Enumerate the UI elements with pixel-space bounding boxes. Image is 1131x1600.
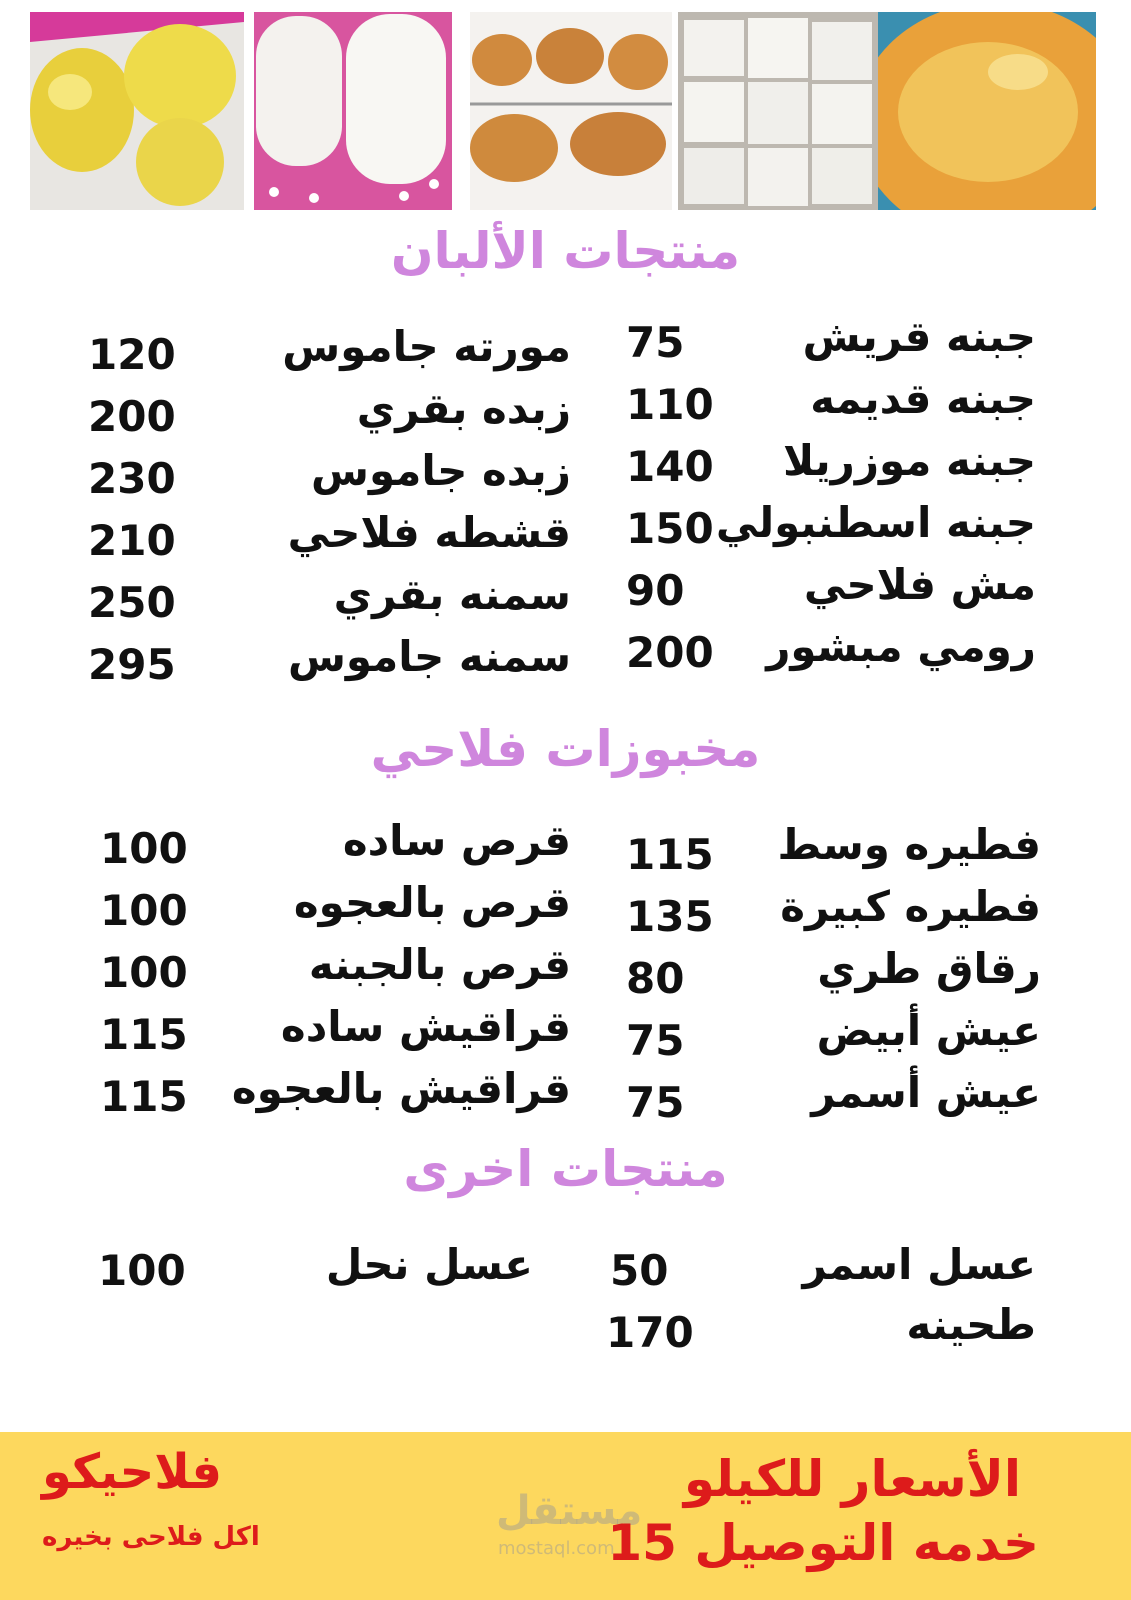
bakery-item-name: فطيره كبيرة [780, 882, 1041, 931]
bakery-item-name: رقاق طري [817, 944, 1041, 993]
bakery-item-name: عيش أسمر [811, 1068, 1041, 1117]
bakery-item-name: قراقيش ساده [280, 1002, 571, 1051]
baked-feteer-photo [878, 12, 1096, 210]
dairy-item-name: جبنه قريش [802, 312, 1036, 361]
dairy-item-price: 210 [88, 516, 176, 565]
yellow-cheese-balls-photo [30, 12, 244, 210]
dairy-item-name: مش فلاحي [803, 560, 1036, 609]
bakery-item-price: 135 [626, 892, 714, 941]
bakery-item-name: فطيره وسط [777, 820, 1041, 869]
other-item-name: عسل نحل [325, 1240, 533, 1289]
dairy-item-name: جبنه موزريلا [782, 436, 1036, 485]
bakery-item-name: قرص بالعجوه [293, 878, 571, 927]
dairy-item-price: 90 [626, 566, 685, 615]
white-cheese-photo [254, 12, 452, 210]
bakery-item-price: 115 [626, 830, 714, 879]
bakery-item-name: قرص ساده [342, 816, 571, 865]
section-title-dairy: منتجات الألبان [390, 222, 741, 280]
watermark-url: mostaql.com [498, 1538, 615, 1559]
bakery-item-price: 80 [626, 954, 685, 1003]
footer-banner [0, 1432, 1131, 1600]
dairy-item-name: جبنه اسطنبولي [715, 498, 1036, 547]
photo-strip [30, 12, 1096, 210]
section-title-bakery: مخبوزات فلاحي [370, 720, 761, 778]
bakery-item-price: 115 [100, 1072, 188, 1121]
bakery-item-name: قرص بالجبنه [308, 940, 571, 989]
other-item-name: طحينه [906, 1300, 1036, 1349]
price-per-kilo-note: الأسعار للكيلو [683, 1450, 1021, 1508]
bakery-item-price: 115 [100, 1010, 188, 1059]
bakery-item-name: عيش أبيض [816, 1006, 1041, 1055]
dairy-item-price: 75 [626, 318, 685, 367]
other-item-price: 100 [98, 1246, 186, 1295]
brand-slogan: اكل فلاحى بخيره [42, 1522, 260, 1552]
dairy-item-price: 110 [626, 380, 714, 429]
bakery-item-price: 100 [100, 948, 188, 997]
dairy-item-price: 295 [88, 640, 176, 689]
dairy-item-name: زبده جاموس [311, 446, 571, 495]
other-item-price: 170 [606, 1308, 694, 1357]
dairy-item-price: 120 [88, 330, 176, 379]
dairy-item-name: رومي مبشور [766, 622, 1036, 671]
dairy-item-name: سمنه بقري [333, 570, 571, 619]
section-title-other: منتجات اخرى [403, 1140, 728, 1198]
dairy-item-price: 140 [626, 442, 714, 491]
brand-name: فلاحيكو [42, 1444, 223, 1500]
dairy-item-name: مورته جاموس [282, 322, 571, 371]
bakery-item-price: 100 [100, 886, 188, 935]
watermark-logo: مستقل [496, 1488, 643, 1534]
dairy-item-price: 200 [88, 392, 176, 441]
dairy-item-name: جبنه قديمه [810, 374, 1036, 423]
dairy-item-price: 200 [626, 628, 714, 677]
dairy-item-price: 230 [88, 454, 176, 503]
other-item-price: 50 [610, 1246, 669, 1295]
dairy-item-price: 250 [88, 578, 176, 627]
bakery-item-price: 75 [626, 1078, 685, 1127]
bakery-item-name: قراقيش بالعجوه [231, 1064, 571, 1113]
other-item-name: عسل اسمر [802, 1240, 1036, 1289]
bakery-item-price: 75 [626, 1016, 685, 1065]
dairy-item-name: سمنه جاموس [287, 632, 571, 681]
pastry-layers-photo [678, 12, 878, 210]
bakery-item-price: 100 [100, 824, 188, 873]
delivery-service-note: خدمه التوصيل 15 [607, 1514, 1039, 1572]
dairy-item-price: 150 [626, 504, 714, 553]
dairy-item-name: قشطه فلاحي [287, 508, 571, 557]
dairy-item-name: زبده بقري [356, 384, 571, 433]
fried-cheese-pieces-photo [470, 12, 672, 210]
